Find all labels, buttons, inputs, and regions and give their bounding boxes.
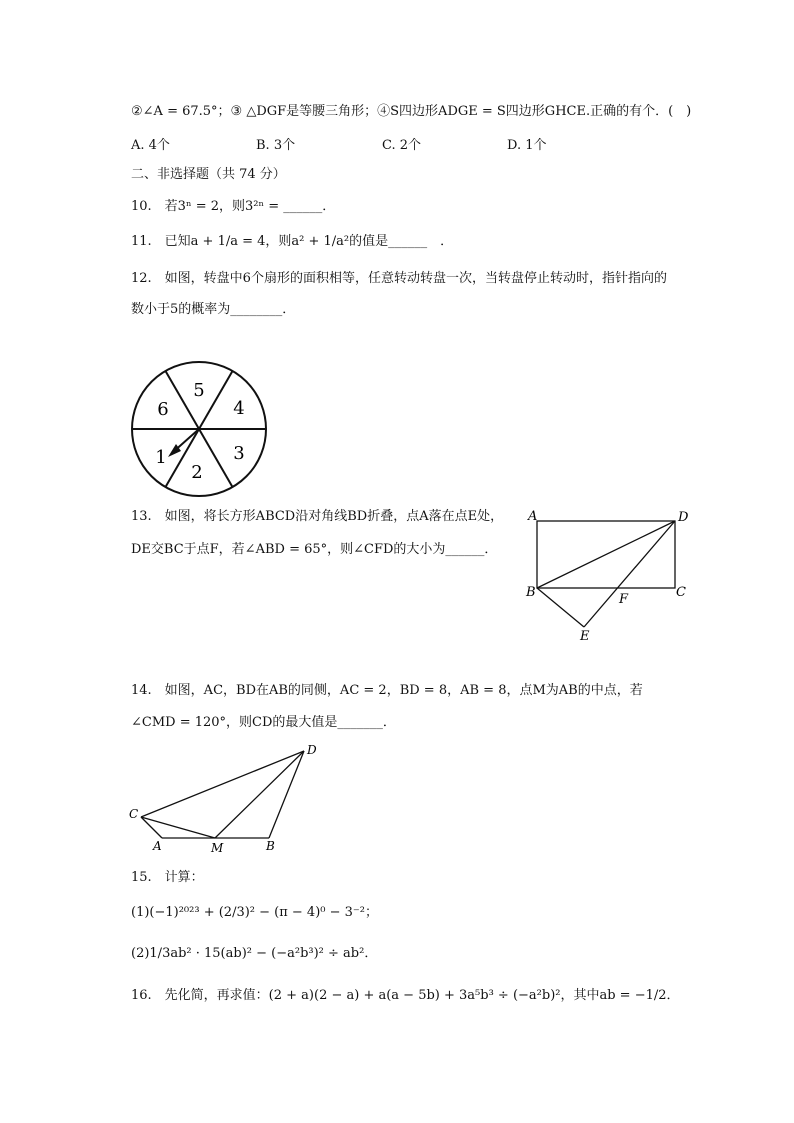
question-11: 11. 已知a + 1/a = 4，则a² + 1/a²的值是______ ．: [131, 234, 454, 249]
segment-cd: [141, 751, 304, 817]
point-label-b: B: [526, 585, 536, 600]
diagonal-bd: [537, 521, 675, 588]
spinner-wheel-figure: [130, 360, 270, 500]
wheel-number: 5: [193, 380, 205, 401]
point-label-a: A: [528, 509, 538, 524]
wheel-number: 2: [191, 462, 203, 483]
segment-bd: [269, 751, 304, 838]
segment-be: [537, 588, 584, 627]
question-15-part2: (2)1/3ab² · 15(ab)² − (−a²b³)² ÷ ab²．: [131, 946, 378, 961]
point-label-d: D: [678, 510, 689, 525]
q9-option-d: D. 1个: [507, 138, 547, 153]
wheel-number: 6: [157, 399, 169, 420]
folded-rectangle-figure: [522, 505, 702, 644]
question-15-part1: (1)(−1)²⁰²³ + (2/3)² − (π − 4)⁰ − 3⁻²；: [131, 905, 378, 920]
point-label-f: F: [619, 592, 629, 607]
question-15: 15. 计算：: [131, 870, 204, 885]
point-label-e: E: [580, 629, 590, 644]
section-heading: 二、非选择题（共 74 分）: [131, 167, 286, 182]
q9-option-a: A. 4个: [131, 138, 170, 153]
question-14-line2: ∠CMD = 120°，则CD的最大值是_______．: [131, 715, 396, 730]
question-13-line2: DE交BC于点F，若∠ABD = 65°，则∠CFD的大小为______．: [131, 542, 498, 557]
wheel-number: 1: [155, 447, 167, 468]
point-label-a: A: [153, 839, 162, 853]
segment-de: [584, 521, 675, 627]
question-16: 16. 先化简，再求值：(2 + a)(2 − a) + a(a − 5b) + 3a⁵b³ ÷ (−a²b)²，其中ab = −1/2．: [131, 988, 680, 1003]
point-label-m: M: [211, 841, 224, 855]
q9-option-b: B. 3个: [256, 138, 296, 153]
question-12-line2: 数小于5的概率为________．: [131, 302, 296, 317]
point-label-c: C: [129, 807, 139, 821]
wheel-number: 4: [233, 398, 245, 419]
triangle-cmd-figure: [126, 742, 326, 857]
q9-tail: ②∠A = 67.5°；③ △DGF是等腰三角形；④S四边形ADGE = S四边形GHCE.正确的有个．( ): [131, 104, 692, 119]
point-label-b: B: [266, 839, 275, 853]
question-10: 10. 若3ⁿ = 2，则3²ⁿ = ______．: [131, 199, 336, 214]
point-label-d: D: [307, 743, 317, 757]
wheel-number: 3: [233, 443, 245, 464]
q9-option-c: C. 2个: [382, 138, 422, 153]
point-label-c: C: [676, 585, 686, 600]
question-13-line1: 13. 如图，将长方形ABCD沿对角线BD折叠，点A落在点E处，: [131, 509, 504, 524]
question-12-line1: 12. 如图，转盘中6个扇形的面积相等，任意转动转盘一次，当转盘停止转动时，指针指向的: [131, 271, 667, 286]
segment-md: [215, 751, 304, 838]
question-14-line1: 14. 如图，AC，BD在AB的同侧，AC = 2，BD = 8，AB = 8，点M为AB的中点，若: [131, 683, 643, 698]
